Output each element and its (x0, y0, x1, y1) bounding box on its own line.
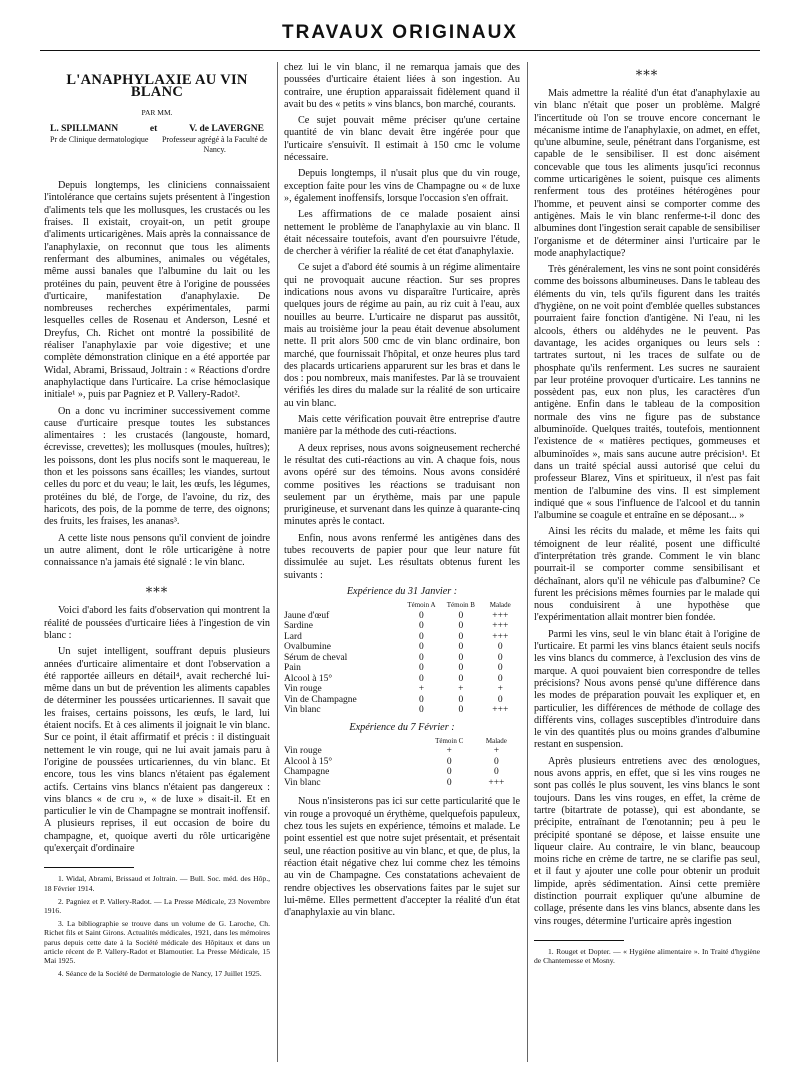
experiment-2-table (284, 736, 520, 789)
result-cell: +++ (492, 631, 509, 642)
result-cell: 0 (494, 756, 499, 767)
footnote: 3. La bibliographie se trouve dans un volume de G. Laroche, Ch. Richet fils et Saint Girons. Actualités médicales, 1921, dans les mémoires parus depuis cette date à la Société médicale des Hôpitaux et dans un article récent de P. Vallery-Radot et Blamoutier. La Presse Médicale, 15 Mai 1925. (44, 919, 270, 965)
header-rule (40, 50, 760, 51)
row-label: Sérum de cheval (284, 652, 348, 663)
paragraph: Les affirmations de ce malade posaient ainsi nettement le problème de l'anaphylaxie au vin blanc. Il était nécessaire toutefois, avant d'en poursuivre l'étude, de chercher à vérifier la réalité de cet état d'anaphylaxie. (284, 209, 520, 258)
result-cell: 0 (497, 642, 503, 653)
result-cell: 0 (458, 694, 464, 705)
column-2 (284, 62, 520, 919)
row-label: Vin de Champagne (284, 694, 357, 705)
result-cell: + (497, 684, 503, 695)
footnote: 2. Pagniez et P. Vallery-Radot. — La Presse Médicale, 23 Novembre 1916. (44, 896, 270, 915)
result-cell: 0 (497, 673, 503, 684)
result-cell: 0 (419, 694, 424, 705)
footnote: 1. Widal, Abrami, Brissaud et Joltrain. — Bull. Soc. méd. des Hôp., 18 Février 1914. (44, 874, 270, 893)
result-cell: 0 (497, 694, 503, 705)
authors (44, 123, 270, 135)
result-cell: 0 (446, 777, 452, 788)
result-cell: 0 (419, 705, 424, 716)
result-cell: + (493, 746, 500, 757)
result-cell: 0 (419, 621, 424, 632)
affiliations (44, 135, 270, 154)
table-row (284, 684, 520, 695)
column-header: Malade (489, 601, 511, 610)
result-cell: 0 (497, 652, 503, 663)
row-label: Ovalbumine (284, 642, 331, 653)
result-cell: 0 (458, 673, 464, 684)
table-row (284, 621, 520, 632)
result-cell: 0 (419, 610, 424, 621)
section-asterism: ⁎⁎⁎ (145, 580, 169, 596)
experiment-2-heading: Expérience du 7 Février : (349, 721, 455, 733)
result-cell: 0 (458, 610, 464, 621)
paragraph: On a donc vu incriminer successivement comme cause d'urticaire presque toutes les substances alimentaires : les crustacés (langouste, homard, écrevisse, crevettes); les mollusques (moules, huîtres); les poissons, dont les plus nocifs sont le maquereau, le thon et les poissons sans écailles; les viandes, surtout celles du porc et du veau; le lait, les œufs, les légumes, protéines du blé, de l'orge, de l'avoine, du riz, des haricots, des pois, de la pomme de terre, des oignons; des fruits, les fraises, les ananas³. (44, 405, 270, 528)
table-row (284, 632, 520, 643)
table-row (284, 705, 520, 716)
result-cell: 0 (458, 621, 464, 632)
paragraph: Un sujet intelligent, souffrant depuis plusieurs années d'urticaire alimentaire et dont l'observation a été rapportée ailleurs en détail⁴, avait recherché lui-même dans un but de prévention les aliments capables de déterminer les poussées urticariennes. Il savait que les fraises, certains poissons, les œufs, le lard, lui étaient nocifs. Et à ces aliments il joignait le vin blanc. Sur ce point, il était affirmatif et précis : il distinguait nettement le vin rouge, qui ne lui avait jamais paru à l'origine de poussées urticariennes, du vin blanc. Et encore, tous les vins blancs n'étaient pas également actifs. Certains vins blancs n'étaient pas dangereux : vins blancs « de cru », « de luxe » disait-il. Et en particulier le vin de Champagne se montrait inoffensif. A plusieurs reprises, il eut occasion de boire du champagne, et, quoique averti du rôle urticarigène qu'exerçait d'ordinaire (44, 646, 270, 855)
paragraph: Ce sujet pouvait même préciser qu'une certaine quantité de vin blanc devait être ingérée pour que l'urticaire s'ensuivît. Il estimait à 150 cmc le volume nécessaire. (284, 115, 520, 164)
experiment-1-heading: Expérience du 31 Janvier : (346, 585, 458, 597)
paragraph: A cette liste nous pensons qu'il convient de joindre un autre aliment, dont le rôle urticarigène à notre connaissance n'a jamais été signalé : le vin blanc. (44, 532, 270, 569)
table-row (284, 653, 520, 664)
footnote-rule (44, 867, 134, 868)
result-cell: +++ (492, 621, 509, 632)
column-header: Témoin B (446, 601, 475, 610)
result-cell: +++ (488, 777, 505, 788)
column-3 (534, 62, 760, 965)
byline-par: PAR MM. (141, 107, 173, 117)
column-separator (527, 62, 528, 1062)
row-label: Pain (284, 663, 301, 674)
row-label: Sardine (284, 621, 314, 632)
result-cell: + (418, 684, 425, 695)
table-row (284, 746, 520, 757)
column-separator (277, 62, 278, 1062)
footnote: 4. Séance de la Société de Dermatologie de Nancy, 17 Juillet 1925. (58, 969, 262, 979)
paragraph: Très généralement, les vins ne sont point considérés comme des boissons albumineuses. Dans le tableau des éléments du vin, tels qu'ils figurent dans les traités d'hygiène, on ne voit point d'emblée quelles substances pourraient faire fonction d'antigène. Ni l'eau, ni les alcools, éthers ou aldéhydes ne le peuvent. Pas davantage, les acides organiques ou leurs sels : tartrates surtout, ni les traces de sulfate ou de phosphate qu'ils renferment. Les sucres ne sauraient par leur protéine provoquer d'urticaire. Les tannins ne possèdent pas, eux non plus, les caractères d'un antigène. Enfin dans le tableau de la composition normale des vins ne figure pas de substance albuminoïde. Quelques traités, toutefois, mentionnent l'existence de « matières pectiques, gommeuses et albuminoïdes », mais sans aucune autre précision¹. Et dans un traité spécial aussi autorisé que celui du professeur Blarez, Vins et spiritueux, il n'est pas fait mention de l'albumine des vins. Il est simplement indiqué que « sous l'influence de l'alcool et du tannin l'albumine se coagule et entraîne en se déposant... » (534, 264, 760, 522)
row-label: Jaune d'œuf (284, 610, 330, 621)
author-1: L. SPILLMANN (50, 123, 119, 134)
column-1 (44, 62, 270, 978)
paragraph: Ainsi les récits du malade, et même les faits qui témoignent de leur réalité, posent une difficulté d'interprétation très grande. Comment le vin blanc pourrait-il se comporter comme sensibilisant et déchaînant, alors qu'il ne véhicule pas d'albumine? Ce furent les précisions mêmes fournies par le malade qui nous conduisirent à une hypothèse que l'expérimentation allait montrer bien fondée. (534, 526, 760, 624)
paragraph: Nous n'insisterons pas ici sur cette particularité que le vin rouge a provoqué un érythème, quelquefois papuleux, chez tous les sujets en expérience, témoins et malade. Le point essentiel est que notre sujet présentait, et présentait seul, une réaction positive au vin blanc, et que, de plus, la réaction était négative chez lui comme chez les témoins au vin de Champagne. Ces constatations achevaient de rendre objectives les observations faites par le sujet sur lui-même. Elles permettent d'accepter la réalité d'un état d'anaphylaxie au vin blanc. (284, 796, 520, 919)
paragraph: Ce sujet a d'abord été soumis à un régime alimentaire qui ne provoquait aucune réaction. Sur ses propres indications nous avons vu disparaître l'urticaire, après quelques jours de régime au pain, au riz cuit à l'eau, aux nouilles au beurre. L'urticaire ne disparut pas aussitôt, mais au troisième jour la peau était devenue absolument nette. Il prit alors 500 cmc de vin blanc ordinaire, bon marché, que fournissait l'hôpital, et onze heures plus tard des placards urticariens apparurent sur les bras et dans le dos : pou nombreux, mais manifestes. Par là se trouvaient vérifiés les dires du malade sur la réalité de son urticaire au vin blanc. (284, 262, 520, 409)
row-label: Champagne (284, 767, 330, 778)
author-conjunction: et (149, 123, 158, 134)
footnote: 1. Rouget et Dopter. — « Hygiène alimentaire ». In Traité d'hygiène de Chantemesse et Mosny. (534, 946, 760, 966)
table-row (284, 674, 520, 685)
result-cell: 0 (458, 642, 464, 653)
author-2: V. de LAVERGNE (189, 123, 264, 134)
row-label: Vin rouge (284, 684, 322, 695)
paragraph: Après plusieurs entretiens avec des œnologues, nous avons appris, en effet, que si les vins rouges ne sont pas collés le plus souvent, les vins blancs le sont toujours. Dans les vins rouges, en effet, la crème de tartre (bitartrate de potasse), qui est abondante, se précipite, entraînant de l'œnotannin; peu à peu le précipité spontané se dépose, et laisse ensuite une liqueur claire. Au contraire, le vin blanc, beaucoup moins riche en crème de tartre, ne se clarifie pas seul, et il faut y ajouter une colle pour obtenir un produit limpide, après sédimentation. Ainsi cette première distinction pourrait expliquer qu'une albumine de collage, présente dans les vins blancs, absente dans les vins rouges, détermine l'urticaire après ingestion (534, 755, 760, 927)
paragraph: chez lui le vin blanc, il ne remarqua jamais que des poussées d'urticaire étaient liées à son ingestion. Au contraire, une éruption apparaissait fidèlement quand il avait bu des « petits » vins blancs, bon marché, courants. (284, 62, 520, 110)
row-label: Vin blanc (284, 705, 321, 716)
result-cell: 0 (494, 767, 499, 778)
paragraph: Voici d'abord les faits d'observation qui montrent la réalité de poussées d'urticaire liées à l'ingestion de vin blanc : (44, 605, 270, 641)
row-label: Alcool à 15° (284, 673, 333, 684)
result-cell: 0 (419, 663, 424, 674)
column-header: Témoin C (435, 736, 464, 745)
result-cell: 0 (419, 631, 424, 642)
column-header: Témoin A (407, 601, 436, 610)
section-asterism: ⁎⁎⁎ (635, 63, 659, 78)
table-row (284, 611, 520, 622)
affiliation-1: Pr de Clinique dermatologique (50, 135, 149, 145)
result-cell: 0 (419, 642, 424, 653)
row-label: Alcool à 15° (284, 756, 333, 767)
paragraph: Mais cette vérification pouvait être entreprise d'autre manière par la méthode des cuti-réactions. (284, 414, 520, 438)
result-cell: +++ (492, 705, 509, 716)
article-title: L'ANAPHYLAXIE AU VIN BLANC (66, 72, 248, 101)
result-cell: 0 (458, 652, 464, 663)
footnote-rule (534, 940, 624, 941)
result-cell: + (458, 684, 464, 695)
paragraph: A deux reprises, nous avons soigneusement recherché le résultat des cuti-réactions au vin. A chaque fois, nous avons opéré sur des témoins. Nous avons considéré comme positives les réactions se traduisant non seulement par un érythème, mais par une papule prurigineuse, et survenant dans les quinze à quarante-cinq minutes après le contact. (284, 442, 520, 528)
row-label: Vin rouge (284, 746, 322, 757)
result-cell: 0 (458, 705, 464, 716)
paragraph: Depuis longtemps, les cliniciens connaissaient l'intolérance que certains sujets présentent à l'ingestion d'aliments tels que les mollusques, les crustacés ou les fraises. Il existait, croyait-on, un petit groupe d'aliments urticarigènes. Mais après la connaissance de l'anaphylaxie, on reconnut que tous les aliments renfermant des albumines, animales ou végétales, même aussi banales que l'albumine du lait ou les protéines du pain, peuvent être à l'origine de poussées d'urticaire, manifestation d'anaphylaxie. De nombreuses recherches expérimentales, parmi lesquelles celles de Rosenau et Anderson, Lesné et Dreyfus, Ch. Richet ont montré la possibilité de réaliser l'anaphylaxie par voie digestive; et une complète démonstration clinique en a été apportée par Widal, Abrami, Brissaud, Joltrain : « Réactions d'ordre anaphylactique dans l'urticaire. La crise hémoclasique initiale¹ », puis par Pagniez et P. Vallery-Radot². (44, 180, 270, 401)
paragraph: Depuis longtemps, il n'usait plus que du vin rouge, exception faite pour les vins de Champagne ou « de luxe », également inoffensifs, lorsque l'occasion s'en offrait. (284, 168, 520, 204)
result-cell: 0 (446, 767, 452, 778)
result-cell: 0 (419, 652, 424, 663)
paragraph: Enfin, nous avons renfermé les antigènes dans des tubes recouverts de papier pour que leur nature fût dissimulée au sujet. Les résultats obtenus furent les suivants : (284, 532, 520, 581)
column-header: Malade (485, 736, 507, 745)
running-header: TRAVAUX ORIGINAUX (282, 22, 518, 43)
experiment-1-table (284, 600, 520, 716)
result-cell: + (446, 746, 452, 757)
table-row (284, 778, 520, 789)
result-cell: 0 (497, 663, 503, 674)
result-cell: 0 (458, 663, 464, 674)
paragraph: Parmi les vins, seul le vin blanc était à l'origine de l'urticaire. Et parmi les vins blancs étaient seuls nocifs les vins blancs du commerce, à l'exclusion des vins de marque. A quoi pouvaient bien correspondre de telles précisions? Nous avons pensé qu'une différence dans les modes de préparation pouvait les expliquer et, en particulier, les différences de méthode de collage des différents vins, collages susceptibles d'introduire dans le vin des quantités plus ou moins grandes d'albumine restant en suspension. (534, 628, 760, 751)
paragraph: Mais admettre la réalité d'un état d'anaphylaxie au vin blanc n'était que poser un problème. Malgré l'incertitude où l'on se trouve encore concernant le mécanisme intime de l'anaphylaxie, on admet, en effet, qu'une albumine, seule, pénétrant dans l'organisme, est capable de le sensibiliser. Il est donc aisément concevable que tous les aliments jusqu'ici reconnus comme urticarigènes le soient, puisque ces aliments renferment tous des protéines hétérogènes pour l'homme, et peuvent ainsi se comporter comme des antigènes. Mais le vin blanc renferme-t-il donc des albumines dont l'ingestion serait capable de sensibiliser l'organisme et de déterminer ainsi l'urticaire par le mode anaphylactique? (534, 88, 760, 259)
result-cell: 0 (458, 631, 464, 642)
result-cell: 0 (419, 673, 424, 684)
table-row (284, 767, 520, 778)
row-label: Vin blanc (284, 777, 321, 788)
table-row (284, 663, 520, 674)
result-cell: +++ (492, 610, 509, 621)
result-cell: 0 (446, 756, 452, 767)
row-label: Lard (284, 631, 302, 642)
table-row (284, 695, 520, 706)
table-row (284, 757, 520, 768)
affiliation-2: Professeur agrégé à la Faculté de Nancy. (161, 135, 268, 154)
table-row (284, 642, 520, 653)
